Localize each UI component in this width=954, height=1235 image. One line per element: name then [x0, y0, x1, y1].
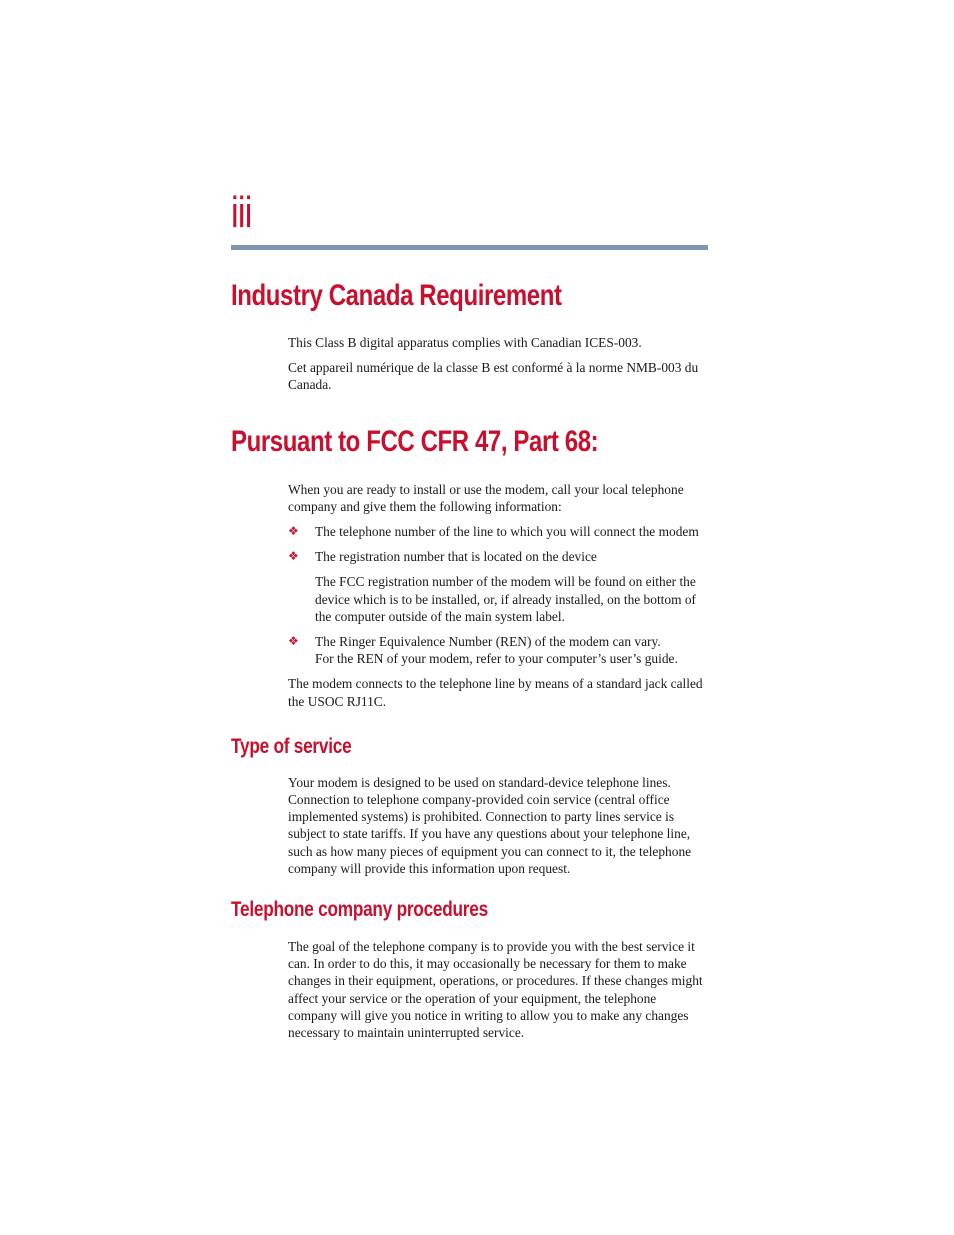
heading-type-of-service: Type of service	[231, 734, 352, 758]
diamond-bullet-icon: ❖	[288, 549, 299, 564]
bullet-text-ren-guide: For the REN of your modem, refer to your computer’s user’s guide.	[315, 651, 678, 667]
heading-telephone-procedures: Telephone company procedures	[231, 898, 488, 922]
diamond-bullet-icon: ❖	[288, 524, 299, 539]
fcc-ren-list	[288, 633, 708, 667]
list-item	[288, 548, 708, 565]
paragraph-type-of-service: Your modem is designed to be used on standard-device telephone lines. Connection to telephone company-provided coin service (central office implemented systems) is prohibited. Connection to party lines service is subject to state tariffs. If you have any questions about your telephone line, such as how many pieces of equipment you can connect to it, the telephone company will provide this information upon request.	[288, 774, 692, 876]
list-item	[288, 523, 708, 540]
type-of-service-body	[288, 774, 708, 877]
fcc-body	[288, 481, 708, 710]
industry-canada-body	[288, 334, 708, 394]
page-number: iii	[231, 188, 252, 237]
diamond-bullet-icon: ❖	[288, 634, 299, 649]
bullet-text-phone-number: The telephone number of the line to which you will connect the modem	[315, 524, 699, 540]
paragraph-telephone-procedures: The goal of the telephone company is to provide you with the best service it can. In order to do this, it may occasionally be necessary for them to make changes in their equipment, operations, or procedures. If these changes might affect your service or the operation of your equipment, the telephone company will give you notice in writing to allow you to make any changes necessary to maintain uninterrupted service.	[288, 939, 703, 1041]
paragraph-fcc-closing: The modem connects to the telephone line by means of a standard jack called the USOC RJ11C.	[288, 676, 703, 709]
paragraph-registration-note: The FCC registration number of the modem will be found on either the device which is to be installed, or, if already installed, on the bottom of the computer outside of the main system label.	[315, 574, 696, 624]
fcc-bullet-list	[288, 523, 708, 565]
list-item	[288, 633, 708, 667]
heading-industry-canada: Industry Canada Requirement	[231, 279, 562, 312]
header-rule	[231, 245, 708, 250]
paragraph-ices: This Class B digital apparatus complies with Canadian ICES-003.	[288, 335, 642, 350]
bullet-text-ren: The Ringer Equivalence Number (REN) of the modem can vary.	[315, 634, 661, 650]
paragraph-fcc-intro: When you are ready to install or use the modem, call your local telephone company and give them the following information:	[288, 481, 684, 514]
bullet-text-registration-number: The registration number that is located on the device	[315, 549, 597, 565]
page-content	[231, 278, 708, 1041]
heading-fcc: Pursuant to FCC CFR 47, Part 68:	[231, 424, 599, 458]
telephone-procedures-body	[288, 938, 708, 1041]
paragraph-nmb: Cet appareil numérique de la classe B est conformé à la norme NMB-003 du Canada.	[288, 360, 699, 393]
